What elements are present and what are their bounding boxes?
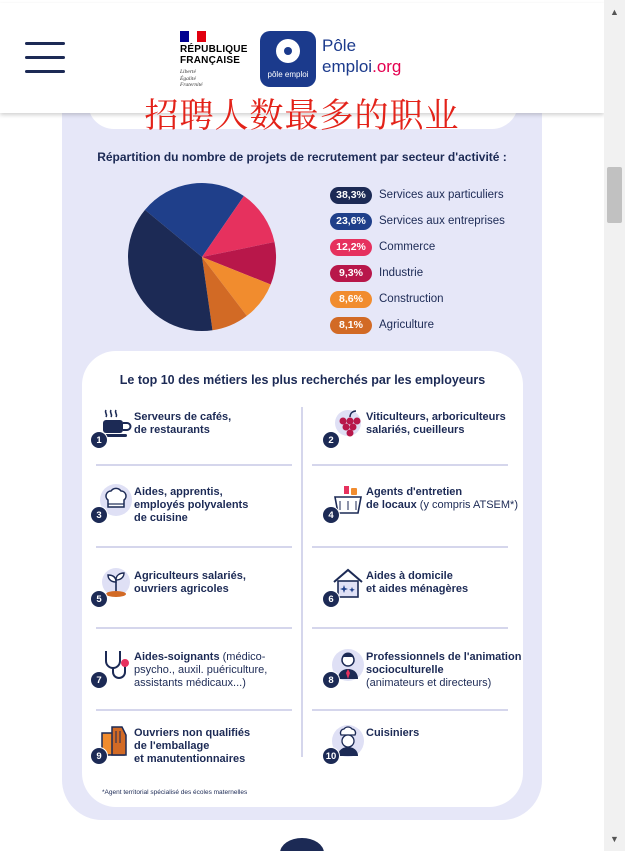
legend-item bbox=[330, 234, 505, 260]
legend-percent-badge: 23,6% bbox=[330, 213, 372, 230]
legend-label: Services aux entreprises bbox=[379, 215, 505, 227]
row-divider bbox=[96, 546, 292, 548]
row-divider bbox=[312, 709, 508, 711]
job-title: Aides-soignants (médico-psycho., auxil. puériculture, assistants médicaux...) bbox=[134, 651, 268, 689]
scroll-down-arrow-icon[interactable]: ▼ bbox=[610, 834, 619, 844]
job-item bbox=[90, 407, 295, 467]
job-item bbox=[322, 723, 527, 783]
row-divider bbox=[96, 627, 292, 629]
pole-emploi-logo-text: pôle emploi bbox=[267, 70, 309, 79]
job-item bbox=[322, 647, 527, 707]
republique-motto bbox=[180, 69, 250, 89]
motto-fraternite: Fraternité bbox=[180, 82, 203, 88]
job-rank-number: 9 bbox=[90, 747, 108, 765]
legend-item bbox=[330, 260, 505, 286]
legend-label: Agriculture bbox=[379, 319, 434, 331]
legend-percent-badge: 8,6% bbox=[330, 291, 372, 308]
french-flag-icon bbox=[180, 31, 206, 42]
scroll-up-arrow-icon[interactable]: ▲ bbox=[610, 7, 619, 17]
sector-legend bbox=[330, 182, 505, 338]
pole-emploi-circle-icon bbox=[276, 39, 300, 63]
wordmark-emploi: emploi bbox=[322, 57, 373, 76]
sector-pie-chart bbox=[127, 182, 277, 332]
job-item bbox=[322, 407, 527, 467]
job-title: Cuisiniers bbox=[366, 727, 420, 739]
job-item bbox=[90, 482, 295, 542]
top10-title: Le top 10 des métiers les plus recherchés par les employeurs bbox=[119, 373, 486, 387]
job-title: Serveurs de cafés, de restaurants bbox=[134, 411, 232, 436]
overlay-chinese-title: 招聘人数最多的职业 bbox=[144, 96, 460, 136]
republique-name-line2: FRANÇAISE bbox=[180, 55, 241, 66]
republique-name-line1: RÉPUBLIQUE bbox=[180, 44, 248, 55]
pole-emploi-wordmark[interactable] bbox=[322, 35, 401, 77]
legend-item bbox=[330, 286, 505, 312]
job-rank-number: 3 bbox=[90, 506, 108, 524]
legend-item bbox=[330, 182, 505, 208]
job-rank-number: 4 bbox=[322, 506, 340, 524]
job-item bbox=[90, 566, 295, 626]
legend-percent-badge: 12,2% bbox=[330, 239, 372, 256]
row-divider bbox=[312, 546, 508, 548]
next-section-badge bbox=[280, 838, 324, 851]
legend-label: Services aux particuliers bbox=[379, 189, 504, 201]
legend-item bbox=[330, 208, 505, 234]
job-title: Aides à domicile et aides ménagères bbox=[366, 570, 469, 595]
top10-panel bbox=[82, 351, 523, 807]
job-rank-number: 8 bbox=[322, 671, 340, 689]
job-title: Ouvriers non qualifiés de l'emballage et manutentionnaires bbox=[134, 727, 251, 765]
job-title: Viticulteurs, arboriculteurs salariés, cueilleurs bbox=[366, 411, 506, 436]
wordmark-emploi-org bbox=[322, 56, 401, 77]
scrollbar-thumb[interactable] bbox=[607, 167, 622, 223]
legend-label: Industrie bbox=[379, 267, 424, 279]
job-title: Agriculteurs salariés, ouvriers agricoles bbox=[134, 570, 246, 595]
motto-egalite: Égalité bbox=[180, 75, 196, 82]
job-item bbox=[90, 647, 295, 707]
republique-francaise-logo[interactable] bbox=[180, 31, 250, 89]
row-divider bbox=[96, 709, 292, 711]
job-rank-number: 7 bbox=[90, 671, 108, 689]
pole-emploi-logo-icon[interactable] bbox=[260, 31, 316, 87]
vertical-scrollbar[interactable] bbox=[604, 0, 625, 851]
wordmark-org: .org bbox=[372, 57, 402, 76]
job-title: Aides, apprentis, employés polyvalents de cuisine bbox=[134, 486, 249, 524]
job-title: Agents d'entretien de locaux (y compris ATSEM*) bbox=[366, 486, 519, 511]
job-rank-number: 6 bbox=[322, 590, 340, 608]
motto-liberte: Liberté bbox=[180, 69, 196, 75]
job-item bbox=[90, 723, 295, 783]
job-rank-number: 2 bbox=[322, 431, 340, 449]
legend-percent-badge: 38,3% bbox=[330, 187, 372, 204]
job-item bbox=[322, 566, 527, 626]
job-item bbox=[322, 482, 527, 542]
legend-label: Commerce bbox=[379, 241, 436, 253]
legend-percent-badge: 8,1% bbox=[330, 317, 372, 334]
legend-percent-badge: 9,3% bbox=[330, 265, 372, 282]
sector-chart-title: Répartition du nombre de projets de recrutement par secteur d'activité : bbox=[97, 150, 507, 164]
legend-label: Construction bbox=[379, 293, 444, 305]
job-rank-number: 5 bbox=[90, 590, 108, 608]
republique-name bbox=[180, 44, 250, 66]
job-rank-number: 10 bbox=[322, 747, 340, 765]
hamburger-menu-icon[interactable] bbox=[25, 40, 65, 74]
footnote: *Agent territorial spécialisé des écoles maternelles bbox=[102, 789, 248, 796]
row-divider bbox=[312, 627, 508, 629]
job-rank-number: 1 bbox=[90, 431, 108, 449]
job-title: Professionnels de l'animation socioculturelle (animateurs et directeurs) bbox=[366, 651, 522, 689]
wordmark-pole: Pôle bbox=[322, 36, 357, 55]
legend-item bbox=[330, 312, 505, 338]
